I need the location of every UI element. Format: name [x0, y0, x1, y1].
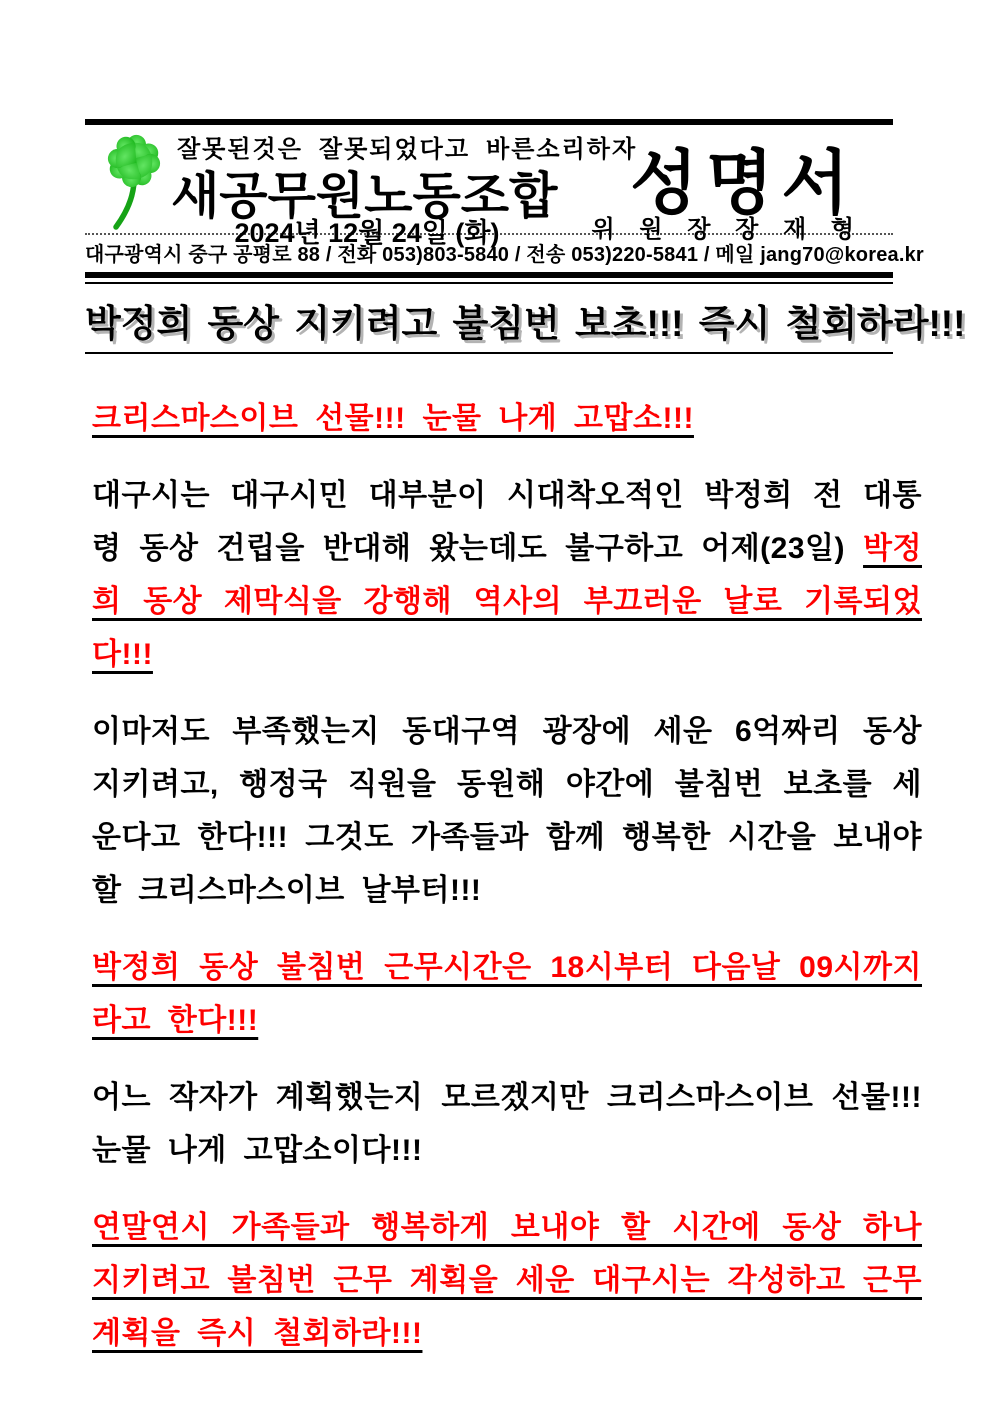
- double-divider: [85, 272, 893, 284]
- statement-paragraph-5: [92, 1071, 922, 1177]
- red-underlined-text: 박정희 동상 제막식을 강행해 역사의 부끄러운 날로 기록되었다!!!: [92, 532, 922, 671]
- four-leaf-clover-icon: [101, 131, 167, 233]
- masthead: [85, 125, 893, 248]
- black-text: 어느 작자가 계획했는지 모르겠지만 크리스마스이브 선물!!! 눈물 나게 고맙소이다!!!: [92, 1081, 922, 1167]
- red-underlined-text: 박정희 동상 불침번 근무시간은 18시부터 다음날 09시까지라고 한다!!!: [92, 951, 922, 1037]
- statement-paragraph-3: [92, 705, 922, 917]
- headline-title: 박정희 동상 지키려고 불침번 보초!!! 즉시 철회하라!!!: [85, 303, 966, 344]
- contact-line: 대구광역시 중구 공평로 88 / 전화 053)803-5840 / 전송 053)220-5841 / 메일 jang70@korea.kr: [85, 244, 924, 266]
- black-text: 대구시는 대구시민 대부분이 시대착오적인 박정희 전 대통령 동상 건립을 반대해 왔는데도 불구하고 어제(23일): [92, 479, 922, 565]
- statement-body: [92, 354, 922, 1360]
- black-text: 이마저도 부족했는지 동대구역 광장에 세운 6억짜리 동상 지키려고, 행정국 직원을 동원해 야간에 불침번 보초를 세운다고 한다!!! 그것도 가족들과 함께 행복한 시간을 보내야 할 크리스마스이브 날부터!!!: [92, 715, 922, 907]
- chairman-name: 위 원 장 장 재 형: [591, 216, 863, 243]
- issue-date: 2024년 12월 24일 (화): [234, 218, 500, 248]
- red-underlined-text: 연말연시 가족들과 행복하게 보내야 할 시간에 동상 하나 지키려고 불침번 근무 계획을 세운 대구시는 각성하고 근무 계획을 즉시 철회하라!!!: [92, 1211, 922, 1350]
- statement-paragraph-6: [92, 1201, 922, 1360]
- red-underlined-text: 크리스마스이브 선물!!! 눈물 나게 고맙소!!!: [92, 402, 694, 435]
- union-name: 새공무원노동조합: [171, 168, 558, 224]
- statement-paragraph-1: [92, 392, 922, 445]
- statement-paragraph-4: [92, 941, 922, 1047]
- statement-paragraph-2: [92, 469, 922, 681]
- union-slogan: 잘못된것은 잘못되었다고 바른소리하자: [177, 137, 638, 163]
- document-type-title: 성명서: [630, 144, 857, 222]
